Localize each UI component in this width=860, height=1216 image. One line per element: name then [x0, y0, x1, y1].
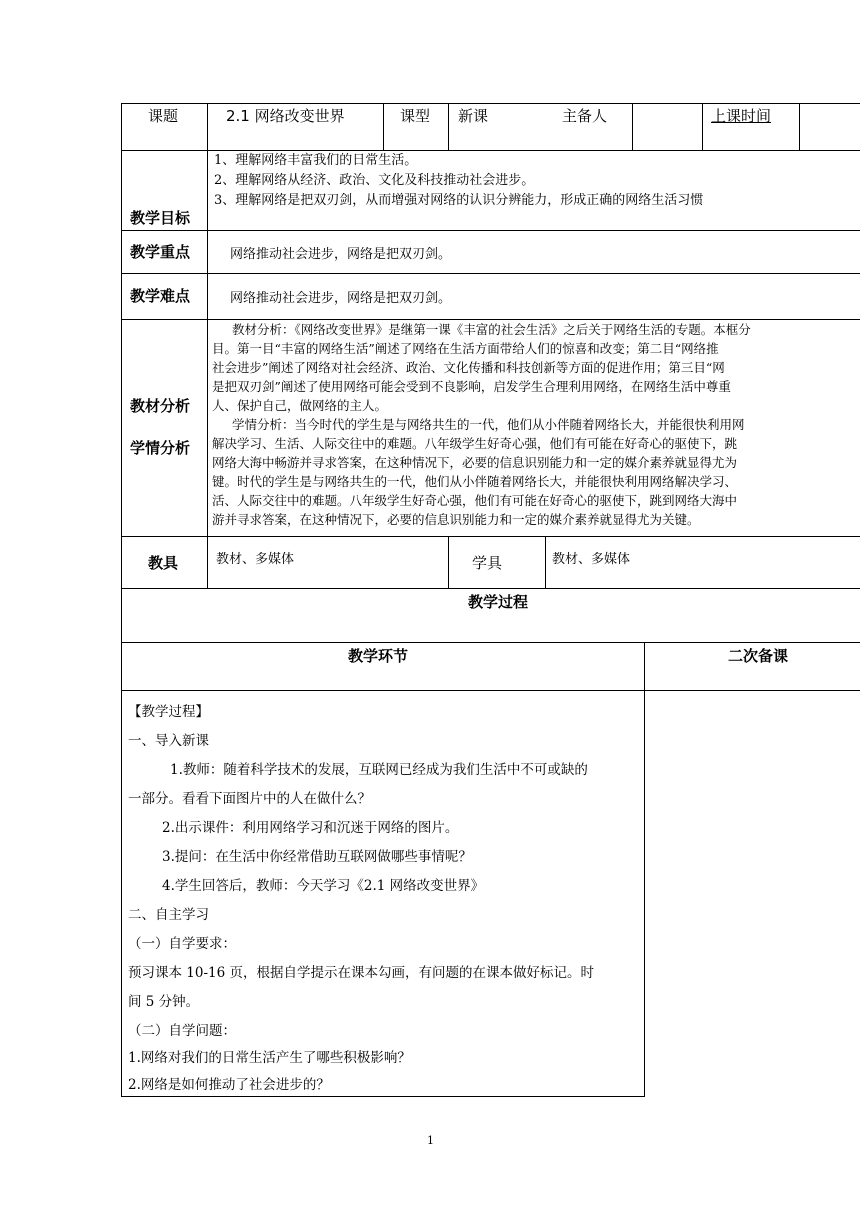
- goal-item: 2、理解网络从经济、政治、文化及科技推动社会进步。: [214, 173, 535, 188]
- shijian-label: 上课时间: [711, 107, 772, 125]
- process-line: （二）自学问题：: [128, 1023, 236, 1039]
- rule: [121, 588, 860, 589]
- analysis-label-students: 学情分析: [130, 439, 191, 457]
- kexing-value: 新课: [458, 107, 489, 125]
- goal-item: 1、理解网络丰富我们的日常生活。: [214, 153, 418, 168]
- rule: [121, 230, 860, 231]
- process-line: 3.提问：在生活中你经常借助互联网做哪些事情呢？: [162, 849, 472, 865]
- rule: [448, 103, 449, 151]
- process-line: 2.网络是如何推动了社会进步的？: [128, 1077, 330, 1093]
- analysis-line: 社会进步”阐述了网络对社会经济、政治、文化传播和科技创新等方面的促进作用；第三目“网: [212, 360, 725, 375]
- xueju-value: 教材、多媒体: [552, 552, 631, 567]
- process-line: 4.学生回答后，教师：今天学习《2.1 网络改变世界》: [162, 878, 485, 894]
- analysis-text-block: [212, 320, 859, 535]
- process-line: 二、自主学习: [128, 907, 209, 923]
- analysis-line: 解决学习、生活、人际交往中的难题。八年级学生好奇心强，他们有可能在好奇心的驱使下，跳: [212, 436, 738, 451]
- rule: [121, 103, 860, 104]
- rule: [545, 536, 546, 589]
- key-point-label: 教学重点: [130, 243, 191, 261]
- keti-label: 课题: [148, 107, 179, 125]
- rule: [121, 1096, 644, 1097]
- rule: [121, 642, 860, 643]
- analysis-line: 网络大海中畅游并寻求答案，在这种情况下，必要的信息识别能力和一定的媒介素养就显得尤为: [212, 455, 738, 470]
- rule: [121, 690, 860, 691]
- goals-label: 教学目标: [130, 209, 191, 227]
- process-line: 间 5 分钟。: [128, 994, 200, 1010]
- rule: [702, 103, 703, 151]
- analysis-line: 游并寻求答案，在这种情况下，必要的信息识别能力和一定的媒介素养就显得尤为关键。: [212, 512, 700, 527]
- rule: [799, 103, 800, 151]
- analysis-line: 目。第一目“丰富的网络生活”阐述了网络在生活方面带给人们的惊喜和改变；第二目“网络推: [212, 341, 719, 356]
- analysis-line: 学情分析：当今时代的学生是与网络共生的一代，他们从小伴随着网络长大，并能很快利用网: [232, 417, 745, 432]
- analysis-line: 教材分析：《网络改变世界》是继第一课《丰富的社会生活》之后关于网络生活的专题。本框分: [232, 322, 751, 337]
- rule: [448, 536, 449, 589]
- analysis-line: 是把双刃剑”阐述了使用网络可能会受到不良影响，启发学生合理利用网络，在网络生活中尊重: [212, 379, 731, 394]
- jiaoju-label: 教具: [148, 554, 179, 572]
- process-line: 2.出示课件：利用网络学习和沉迷于网络的图片。: [162, 820, 459, 836]
- difficulty-label: 教学难点: [130, 287, 191, 305]
- goal-item: 3、理解网络是把双刃剑，从而增强对网络的认识分辨能力，形成正确的网络生活习惯: [214, 193, 704, 208]
- analysis-line: 活、人际交往中的难题。八年级学生好奇心强，他们有可能在好奇心的驱使下，跳到网络大海中: [212, 493, 738, 508]
- analysis-line: 人、保护自己，做网络的主人。: [212, 398, 388, 413]
- rule: [207, 103, 208, 589]
- analysis-label-textbook: 教材分析: [130, 397, 191, 415]
- process-header-right: 二次备课: [728, 647, 789, 665]
- xueju-label: 学具: [472, 554, 503, 572]
- page-number: 1: [427, 1134, 434, 1147]
- process-line: 1.网络对我们的日常生活产生了哪些积极影响？: [128, 1050, 411, 1066]
- rule: [632, 103, 633, 151]
- rule: [121, 103, 122, 1097]
- process-line: 预习课本 10-16 页，根据自学提示在课本勾画，有问题的在课本做好标记。时: [128, 965, 594, 981]
- rule: [121, 536, 860, 537]
- process-line: 一、导入新课: [128, 733, 209, 749]
- key-point-text: 网络推动社会进步，网络是把双刃剑。: [230, 247, 452, 262]
- process-title: 教学过程: [468, 593, 529, 611]
- rule: [383, 103, 384, 151]
- process-line: （一）自学要求：: [128, 936, 236, 952]
- analysis-line: 键。时代的学生是与网络共生的一代，他们从小伴随着网络长大，并能很快利用网络解决学习、: [212, 474, 738, 489]
- process-line: 一部分。看看下面图片中的人在做什么？: [128, 791, 371, 807]
- rule: [121, 273, 860, 274]
- jiaoju-value: 教材、多媒体: [216, 552, 295, 567]
- kexing-label: 课型: [400, 107, 431, 125]
- rule: [644, 642, 645, 1097]
- keti-value: 2.1 网络改变世界: [226, 107, 345, 125]
- difficulty-text: 网络推动社会进步，网络是把双刃剑。: [230, 291, 452, 306]
- zhubei-label: 主备人: [562, 107, 608, 125]
- process-line: 【教学过程】: [128, 704, 209, 720]
- process-line: 1.教师：随着科学技术的发展，互联网已经成为我们生活中不可或缺的: [170, 762, 588, 778]
- process-header-left: 教学环节: [348, 647, 409, 665]
